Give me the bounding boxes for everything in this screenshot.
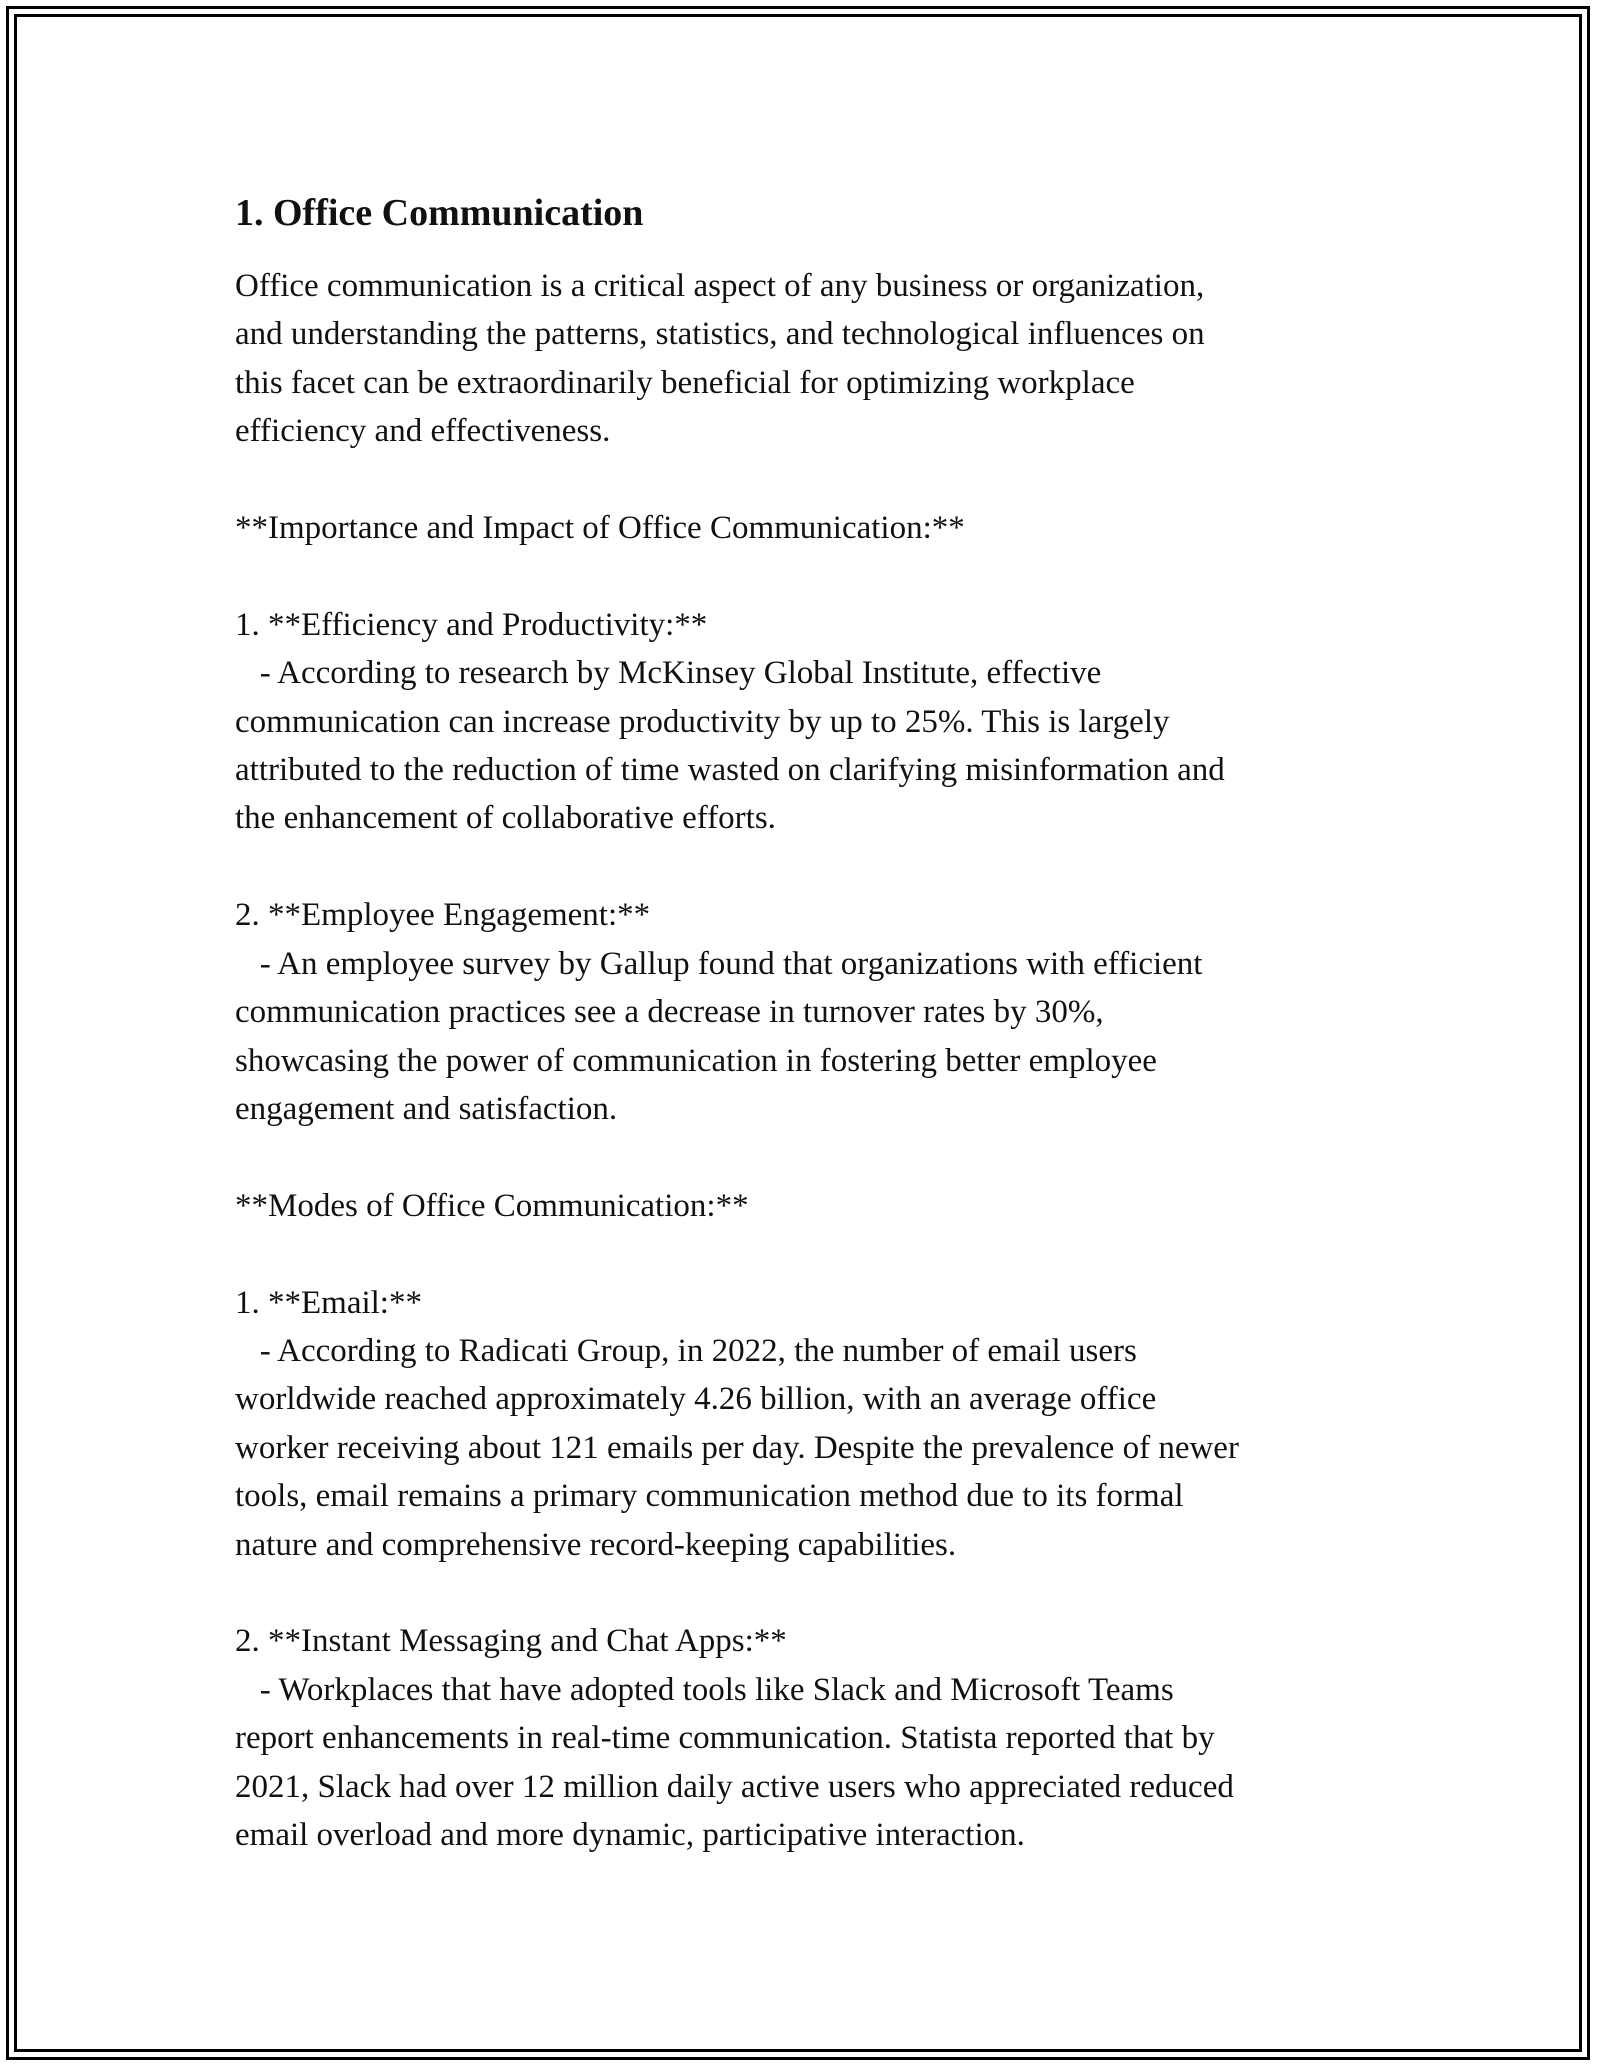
section-body: Office communication is a critical aspect of any business or organization, and understanding the patterns, statistics, and technological influences on this facet can be extraordinarily beneficial for optimizing workplace efficiency and effectiveness. **Importance and Impact of Office Communication:** 1. **Efficiency and Productivity:** - According to research by McKinsey Global Institute, effective communication can increase productivity by up to 25%. This is largely attributed to the reduction of time wasted on clarifying misinformation and the enhancement of collaborative efforts. 2. **Employee Engagement:** - An employee survey by Gallup found that organizations with efficient communication practices see a decrease in turnover rates by 30%, showcasing the power of communication in fostering better employee engagement and satisfaction. **Modes of Office Communication:** 1. **Email:** - According to Radicati Group, in 2022, the number of email users worldwide reached approximately 4.26 billion, with an average office worker receiving about 121 emails per day. Despite the prevalence of newer tools, email remains a primary communication method due to its formal nature and comprehensive record-keeping capabilities. 2. **Instant Messaging and Chat Apps:** - Workplaces that have adopted tools like Slack and Microsoft Teams report enhancements in real-time communication. Statista reported that by 2021, Slack had over 12 million daily active users who appreciated reduced email overload and more dynamic, participative interaction. <box>235 268 1239 1853</box>
section-title: 1. Office Communication <box>235 192 644 234</box>
document-content <box>235 184 1365 1859</box>
